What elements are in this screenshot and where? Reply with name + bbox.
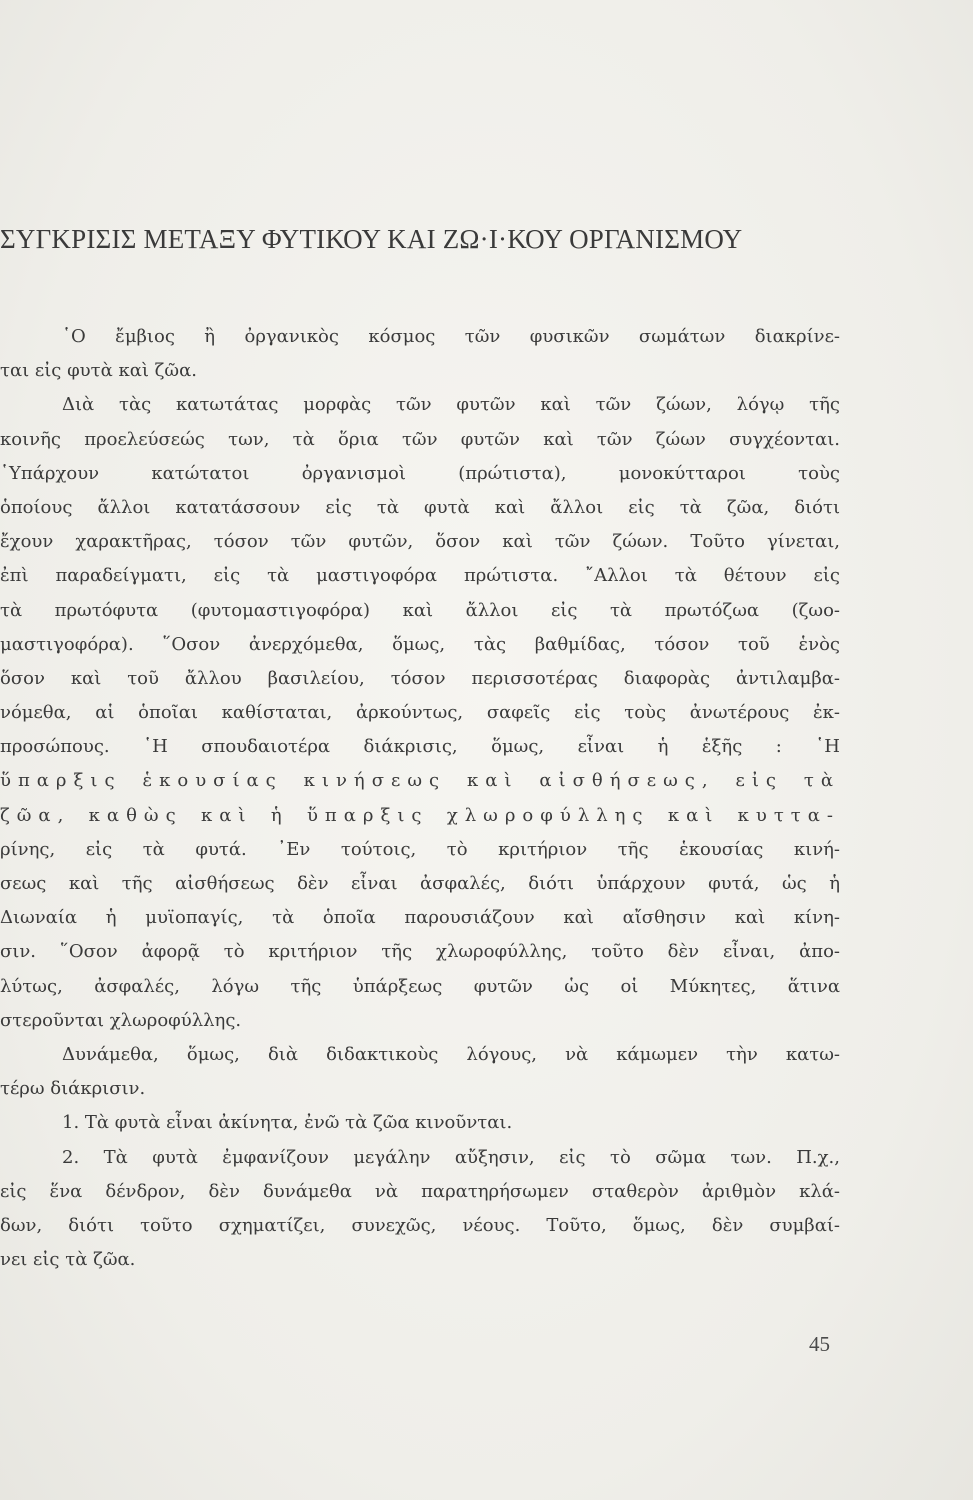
list-item: 2. Τὰ φυτὰ ἐμφανίζουν μεγάλην αὔξησιν, εἰς τὸ σῶμα των. Π.χ., [62, 1146, 840, 1168]
text-line: τὰ πρωτόφυτα (φυτομαστιγοφόρα) καὶ ἄλλοι εἰς τὰ πρωτόζωα (ζωο- [0, 599, 840, 621]
text-line: ρίνης, εἰς τὰ φυτά. ᾿Εν τούτοις, τὸ κριτήριον τῆς ἑκουσίας κινή- [0, 838, 840, 860]
text-line: νει εἰς τὰ ζῶα. [0, 1249, 136, 1271]
text-line: κοινῆς προελεύσεώς των, τὰ ὅρια τῶν φυτῶν καὶ τῶν ζώων συγχέονται. [0, 428, 840, 450]
text-line: δων, διότι τοῦτο σχηματίζει, συνεχῶς, νέους. Τοῦτο, ὅμως, δὲν συμβαί- [0, 1214, 840, 1236]
text-line: ῾Υπάρχουν κατώτατοι ὀργανισμοὶ (πρώτιστα), μονοκύτταροι τοὺς [0, 462, 840, 484]
text-line: Διὰ τὰς κατωτάτας μορφὰς τῶν φυτῶν καὶ τῶν ζώων, λόγῳ τῆς [62, 394, 840, 416]
text-line: λύτως, ἀσφαλές, λόγω τῆς ὑπάρξεως φυτῶν ὡς οἱ Μύκητες, ἅτινα [0, 975, 840, 997]
text-line: ἐπὶ παραδείγματι, εἰς τὰ μαστιγοφόρα πρώτιστα. ῎Αλλοι τὰ θέτουν εἰς [0, 565, 840, 587]
text-line: ὅσον καὶ τοῦ ἄλλου βασιλείου, τόσον περισσοτέρας διαφορὰς ἀντιλαμβα- [0, 667, 840, 689]
text-line: ὁποίους ἄλλοι κατατάσσουν εἰς τὰ φυτὰ καὶ ἄλλοι εἰς τὰ ζῶα, διότι [0, 496, 840, 518]
text-line: σιν. ῞Οσον ἀφορᾷ τὸ κριτήριον τῆς χλωροφύλλης, τοῦτο δὲν εἶναι, ἀπο- [0, 941, 840, 963]
text-line: μαστιγοφόρα). ῞Οσον ἀνερχόμεθα, ὅμως, τὰς βαθμίδας, τόσον τοῦ ἑνὸς [0, 633, 840, 655]
text-line: ἔχουν χαρακτῆρας, τόσον τῶν φυτῶν, ὅσον καὶ τῶν ζώων. Τοῦτο γίνεται, [0, 531, 840, 553]
text-line: Δυνάμεθα, ὅμως, διὰ διδακτικοὺς λόγους, νὰ κάμωμεν τὴν κατω- [62, 1043, 840, 1065]
text-line: σεως καὶ τῆς αἰσθήσεως δὲν εἶναι ἀσφαλές, διότι ὑπάρχουν φυτά, ὡς ἡ [0, 873, 840, 894]
page-number: 45 [809, 1332, 830, 1356]
text-line: ὕπαρξις ἑκουσίας κινήσεως καὶ αἰσθήσεως, εἰς τὰ [0, 770, 840, 792]
text-line: στεροῦνται χλωροφύλλης. [0, 1009, 242, 1031]
text-line: τέρω διάκρισιν. [0, 1078, 146, 1100]
chapter-title: ΣΥΓΚΡΙΣΙΣ ΜΕΤΑΞΥ ΦΥΤΙΚΟΥ ΚΑΙ ΖΩ·Ι·ΚΟΥ ΟΡΓΑΝΙΣΜΟΥ [0, 224, 743, 254]
text-line: ζῶα, καθὼς καὶ ἡ ὕπαρξις χλωροφύλλης καὶ κυττα- [0, 804, 840, 826]
text-line: εἰς ἕνα δένδρον, δὲν δυνάμεθα νὰ παρατηρήσωμεν σταθερὸν ἀριθμὸν κλά- [0, 1180, 840, 1202]
text-line: Διωναία ἡ μυϊοπαγίς, τὰ ὁποῖα παρουσιάζουν καὶ αἴσθησιν καὶ κίνη- [0, 907, 840, 929]
list-item: 1. Τὰ φυτὰ εἶναι ἀκίνητα, ἐνῶ τὰ ζῶα κινοῦνται. [62, 1112, 513, 1134]
text-line: ῾Ο ἔμβιος ἢ ὀργανικὸς κόσμος τῶν φυσικῶν σωμάτων διακρίνε- [62, 326, 840, 347]
text-line: ται εἰς φυτὰ καὶ ζῶα. [0, 360, 197, 382]
text-line: νόμεθα, αἱ ὁποῖαι καθίσταται, ἀρκούντως, σαφεῖς εἰς τοὺς ἀνωτέρους ἐκ- [0, 702, 840, 724]
body-text [0, 320, 840, 1277]
text-line: προσώπους. ῾Η σπουδαιοτέρα διάκρισις, ὅμως, εἶναι ἡ ἑξῆς : ῾Η [0, 736, 840, 758]
